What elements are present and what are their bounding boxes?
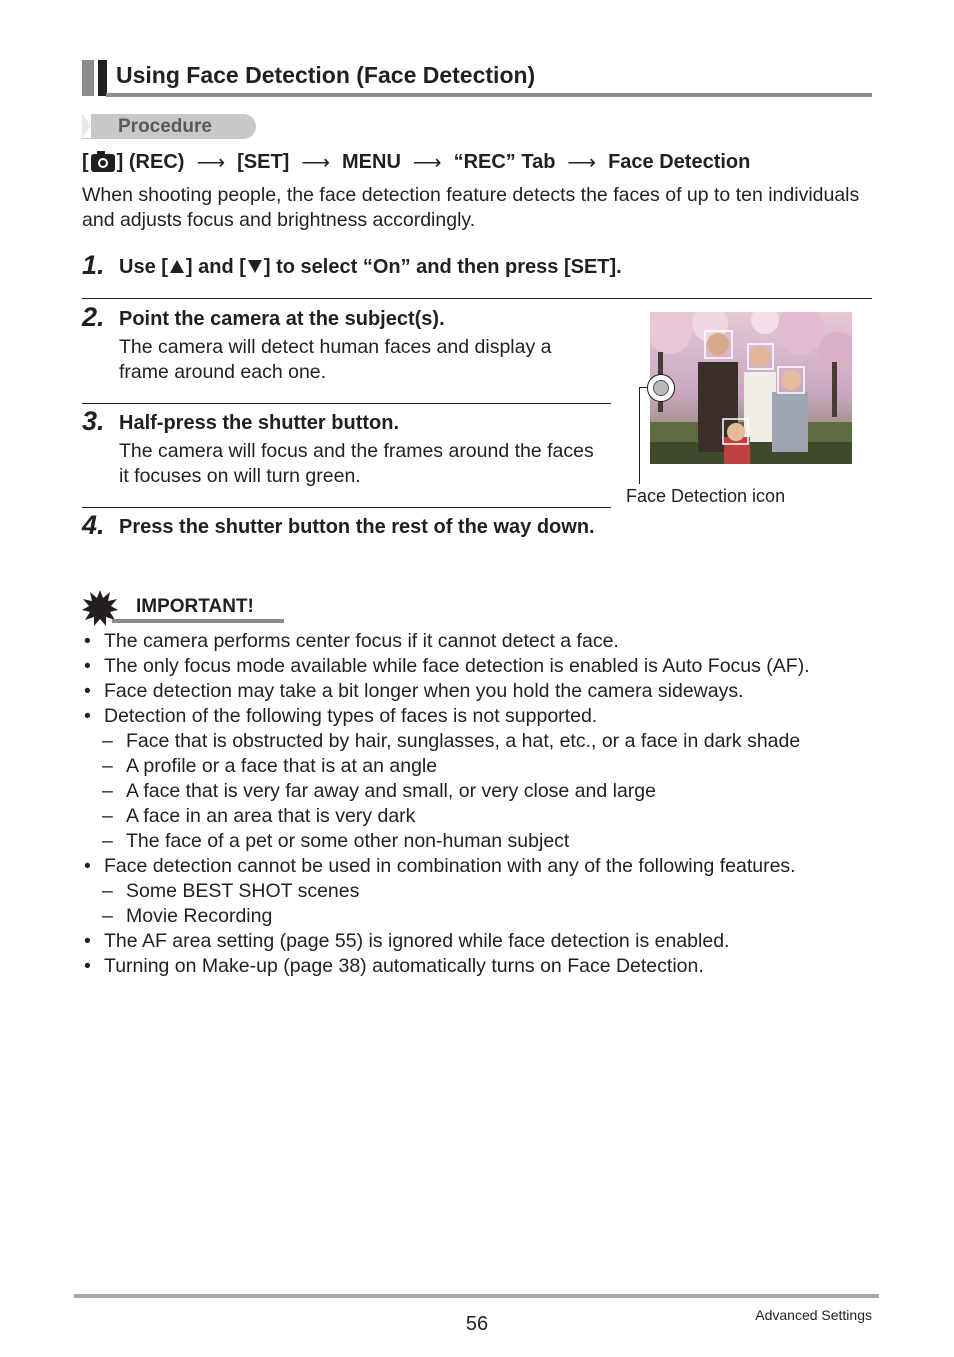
list-item-text: Some BEST SHOT scenes bbox=[126, 880, 360, 902]
bullet-marker: • bbox=[84, 680, 91, 702]
step-body: The camera will detect human faces and display a frame around each one. bbox=[119, 336, 552, 383]
path-item-rec-tab: “REC” Tab bbox=[453, 151, 556, 173]
list-item-text: Face that is obstructed by hair, sunglasses, a hat, etc., or a face in dark shade bbox=[126, 730, 801, 752]
list-item-text: A profile or a face that is at an angle bbox=[126, 755, 438, 777]
step-title: Half-press the shutter button. bbox=[119, 412, 400, 434]
camera-icon bbox=[91, 154, 115, 172]
path-item-face-detection: Face Detection bbox=[608, 151, 751, 173]
bullet-marker: • bbox=[84, 855, 91, 877]
intro-paragraph: When shooting people, the face detection feature detects the faces of up to ten individuals and adjusts focus and brightness accordingly. bbox=[82, 184, 860, 231]
list-item-text: Movie Recording bbox=[126, 905, 273, 927]
callout-line bbox=[639, 387, 648, 388]
callout-line bbox=[639, 387, 640, 484]
dash-marker: – bbox=[102, 830, 113, 852]
menu-path bbox=[82, 150, 750, 175]
list-item-text: Face detection may take a bit longer when you hold the camera sideways. bbox=[104, 680, 744, 702]
list-item bbox=[82, 679, 882, 704]
step-number: 1. bbox=[82, 250, 105, 280]
dash-marker: – bbox=[102, 730, 113, 752]
step-title bbox=[119, 254, 622, 281]
important-label: IMPORTANT! bbox=[136, 596, 254, 617]
face-detection-icon bbox=[647, 374, 675, 402]
important-list bbox=[82, 629, 882, 979]
list-item-text: A face that is very far away and small, or very close and large bbox=[126, 780, 656, 802]
step-divider bbox=[82, 507, 611, 508]
list-item-text: Face detection cannot be used in combination with any of the following features. bbox=[104, 855, 796, 877]
up-triangle-icon bbox=[170, 260, 184, 273]
figure-caption: Face Detection icon bbox=[626, 486, 786, 506]
list-item-text: The face of a pet or some other non-human subject bbox=[126, 830, 570, 852]
step-title: Press the shutter button the rest of the way down. bbox=[119, 516, 595, 538]
dash-marker: – bbox=[102, 755, 113, 777]
important-rule bbox=[112, 619, 284, 623]
section-title: Using Face Detection (Face Detection) bbox=[116, 62, 536, 88]
step-number: 2. bbox=[82, 302, 105, 332]
dash-marker: – bbox=[102, 805, 113, 827]
procedure-label: Procedure bbox=[118, 116, 212, 137]
list-item bbox=[82, 629, 882, 654]
dash-marker: – bbox=[102, 905, 113, 927]
list-item-text: The only focus mode available while face detection is enabled is Auto Focus (AF). bbox=[104, 655, 810, 677]
list-item-text: Turning on Make-up (page 38) automatically turns on Face Detection. bbox=[104, 955, 704, 977]
sub-list-item bbox=[82, 904, 882, 929]
arrow-right-icon: ⟶ bbox=[567, 152, 597, 174]
dash-marker: – bbox=[102, 880, 113, 902]
list-item-text: The AF area setting (page 55) is ignored while face detection is enabled. bbox=[104, 930, 730, 952]
bullet-marker: • bbox=[84, 630, 91, 652]
family-photo-illustration bbox=[650, 312, 852, 464]
path-item-rec: ] (REC) bbox=[116, 151, 185, 173]
step-number: 3. bbox=[82, 406, 105, 436]
step-number: 4. bbox=[82, 510, 105, 540]
step-title-part: ] and [ bbox=[185, 256, 246, 278]
path-item-menu: MENU bbox=[342, 151, 401, 173]
arrow-right-icon: ⟶ bbox=[412, 152, 442, 174]
list-item bbox=[82, 954, 882, 979]
section-heading-rule bbox=[106, 93, 872, 97]
dash-marker: – bbox=[102, 780, 113, 802]
list-item bbox=[82, 704, 882, 729]
step-title: Point the camera at the subject(s). bbox=[119, 308, 445, 330]
step-body: The camera will focus and the frames around the faces it focuses on will turn green. bbox=[119, 440, 594, 487]
bullet-marker: • bbox=[84, 955, 91, 977]
path-item-set: [SET] bbox=[237, 151, 290, 173]
arrow-right-icon: ⟶ bbox=[301, 152, 330, 174]
bullet-marker: • bbox=[84, 705, 91, 727]
step-title-part: ] to select “On” and then press [SET]. bbox=[263, 256, 622, 278]
list-item-text: Detection of the following types of faces is not supported. bbox=[104, 705, 598, 727]
arrow-right-icon: ⟶ bbox=[196, 152, 226, 174]
bullet-marker: • bbox=[84, 930, 91, 952]
step-divider bbox=[82, 298, 872, 299]
sub-list-item bbox=[82, 729, 882, 754]
step-title-part: Use [ bbox=[119, 256, 168, 278]
procedure-pill-notch bbox=[82, 114, 91, 138]
sub-list-item bbox=[82, 804, 882, 829]
bullet-marker: • bbox=[84, 655, 91, 677]
list-item bbox=[82, 929, 882, 954]
footer-section-name: Advanced Settings bbox=[755, 1307, 872, 1323]
step-divider bbox=[82, 403, 611, 404]
page-number: 56 bbox=[465, 1313, 489, 1335]
path-prefix: [ bbox=[82, 151, 89, 173]
list-item-text: A face in an area that is very dark bbox=[126, 805, 416, 827]
sub-list-item bbox=[82, 829, 882, 854]
sub-list-item bbox=[82, 754, 882, 779]
list-item-text: The camera performs center focus if it cannot detect a face. bbox=[104, 630, 619, 652]
example-photo bbox=[650, 312, 852, 464]
sub-list-item bbox=[82, 879, 882, 904]
sub-list-item bbox=[82, 779, 882, 804]
list-item bbox=[82, 654, 882, 679]
footer-rule bbox=[74, 1294, 879, 1298]
list-item bbox=[82, 854, 882, 879]
down-triangle-icon bbox=[248, 260, 262, 273]
